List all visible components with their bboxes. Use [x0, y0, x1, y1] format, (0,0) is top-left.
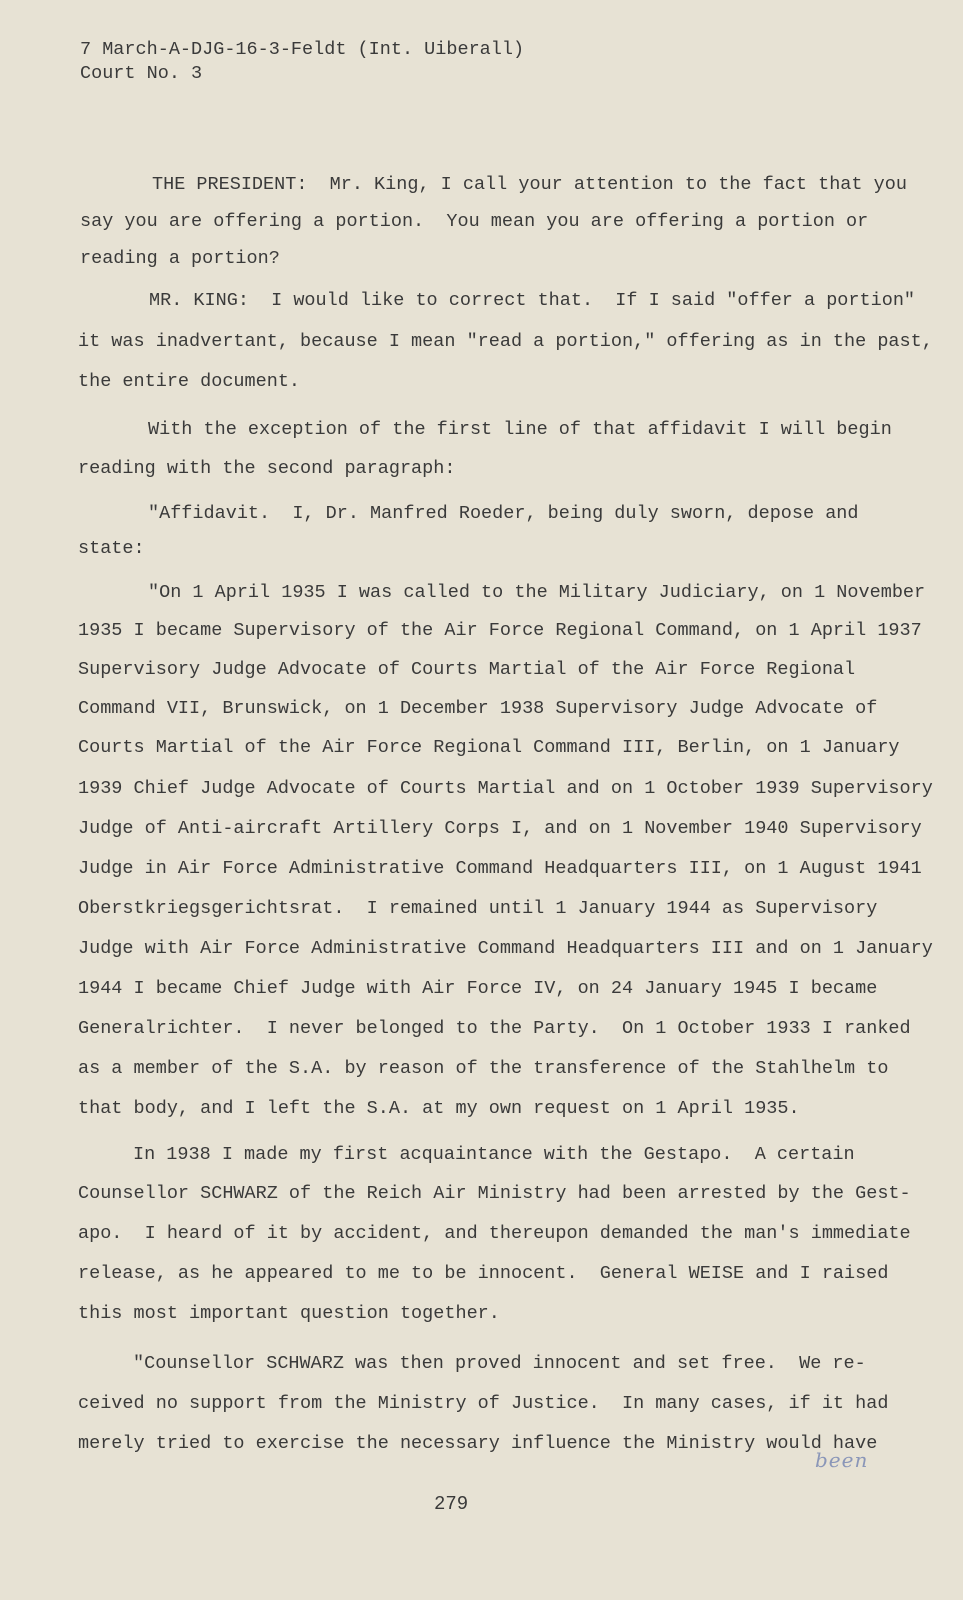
text-line: say you are offering a portion. You mean you are offering a portion or [80, 211, 869, 232]
text-line: 1944 I became Chief Judge with Air Force IV, on 24 January 1945 I became [78, 978, 878, 999]
text-line: Judge of Anti-aircraft Artillery Corps I, and on 1 November 1940 Supervisory [78, 818, 922, 839]
text-line: "On 1 April 1935 I was called to the Military Judiciary, on 1 November [148, 582, 926, 603]
text-line: it was inadvertant, because I mean "read a portion," offering as in the past, [78, 331, 933, 352]
text-line: reading with the second paragraph: [78, 458, 456, 479]
text-line: 1939 Chief Judge Advocate of Courts Martial and on 1 October 1939 Supervisory [78, 778, 933, 799]
page-number: 279 [434, 1493, 469, 1515]
text-line: Supervisory Judge Advocate of Courts Martial of the Air Force Regional [78, 659, 856, 680]
text-line: Courts Martial of the Air Force Regional Command III, Berlin, on 1 January [78, 737, 900, 758]
text-line: MR. KING: I would like to correct that. If I said "offer a portion" [149, 290, 916, 311]
text-line: release, as he appeared to me to be innocent. General WEISE and I raised [78, 1263, 889, 1284]
text-line: Judge in Air Force Administrative Command Headquarters III, on 1 August 1941 [78, 858, 922, 879]
text-line: With the exception of the first line of that affidavit I will begin [148, 419, 892, 440]
text-line: state: [78, 538, 145, 559]
handwritten-note: been [815, 1448, 869, 1472]
text-line: 1935 I became Supervisory of the Air Force Regional Command, on 1 April 1937 [78, 620, 922, 641]
text-line: Command VII, Brunswick, on 1 December 1938 Supervisory Judge Advocate of [78, 698, 878, 719]
text-line: Judge with Air Force Administrative Command Headquarters III and on 1 January [78, 938, 933, 959]
text-line: that body, and I left the S.A. at my own request on 1 April 1935. [78, 1098, 800, 1119]
text-line: merely tried to exercise the necessary influence the Ministry would have [78, 1433, 878, 1454]
header-line-2: Court No. 3 [80, 63, 203, 84]
text-line: In 1938 I made my first acquaintance with the Gestapo. A certain [133, 1144, 855, 1165]
text-line: Generalrichter. I never belonged to the Party. On 1 October 1933 I ranked [78, 1018, 911, 1039]
header-line-1: 7 March-A-DJG-16-3-Feldt (Int. Uiberall) [80, 39, 525, 60]
text-line: as a member of the S.A. by reason of the transference of the Stahlhelm to [78, 1058, 889, 1079]
text-line: Counsellor SCHWARZ of the Reich Air Ministry had been arrested by the Gest- [78, 1183, 911, 1204]
text-line: Oberstkriegsgerichtsrat. I remained until 1 January 1944 as Supervisory [78, 898, 878, 919]
text-line: ceived no support from the Ministry of Justice. In many cases, if it had [78, 1393, 889, 1414]
document-header [80, 38, 524, 86]
text-line: THE PRESIDENT: Mr. King, I call your attention to the fact that you [152, 174, 907, 195]
text-line: this most important question together. [78, 1303, 500, 1324]
text-line: "Counsellor SCHWARZ was then proved innocent and set free. We re- [133, 1353, 866, 1374]
text-line: reading a portion? [80, 248, 280, 269]
text-line: the entire document. [78, 371, 301, 392]
text-line: apo. I heard of it by accident, and thereupon demanded the man's immediate [78, 1223, 911, 1244]
text-line: "Affidavit. I, Dr. Manfred Roeder, being duly sworn, depose and [148, 503, 859, 524]
